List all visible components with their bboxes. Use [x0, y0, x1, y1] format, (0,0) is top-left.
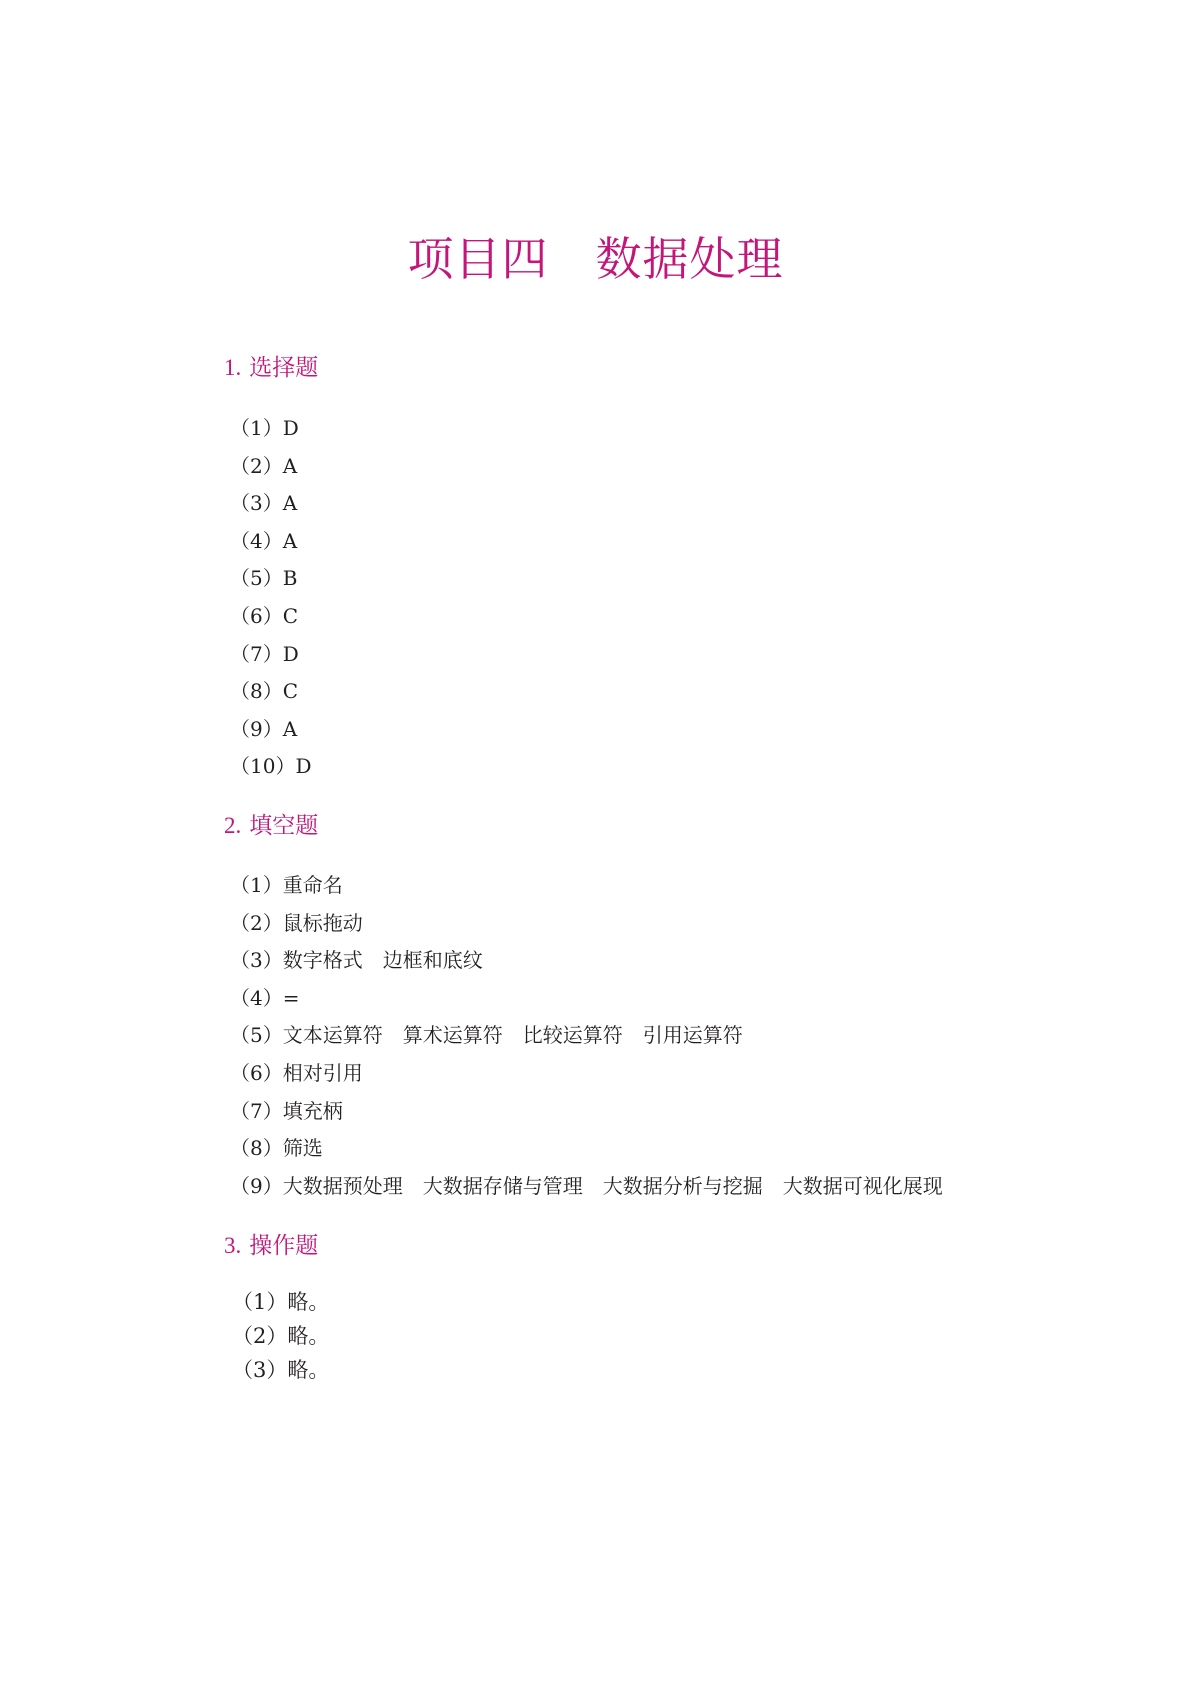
answer-item: （3）A: [230, 491, 298, 516]
section-number: 3.: [224, 1233, 242, 1258]
answer-item: （1）略。: [232, 1290, 330, 1314]
page-title: 项目四 数据处理: [407, 232, 784, 286]
answer-item: （9）大数据预处理 大数据存储与管理 大数据分析与挖掘 大数据可视化展现: [230, 1173, 943, 1198]
section-number: 2.: [224, 813, 242, 838]
answer-item: （7）填充柄: [230, 1098, 343, 1123]
answer-item: （8）C: [230, 679, 299, 704]
answer-item: （4）=: [230, 985, 300, 1010]
answer-item: （2）A: [230, 453, 298, 478]
answer-item: （10）D: [230, 754, 312, 779]
answer-item: （9）A: [230, 716, 298, 741]
section-heading-multiple-choice: [224, 352, 318, 384]
answer-item: （5）B: [230, 566, 298, 591]
answer-item: （7）D: [230, 641, 299, 666]
fill-in-blank-answers: [230, 867, 943, 1205]
answer-item: （3）数字格式 边框和底纹: [230, 948, 483, 973]
section-heading-fill-in-blank: [224, 810, 318, 842]
answer-item: （5）文本运算符 算术运算符 比较运算符 引用运算符: [230, 1023, 743, 1048]
multiple-choice-answers: [230, 410, 311, 786]
answer-item: （2）略。: [232, 1324, 330, 1348]
section-title: 操作题: [249, 1233, 319, 1259]
answer-item: （3）略。: [232, 1358, 330, 1382]
section-number: 1.: [224, 355, 242, 380]
section-heading-operations: [224, 1230, 318, 1262]
answer-item: （6）C: [230, 603, 299, 628]
section-title: 填空题: [249, 813, 319, 839]
answer-item: （1）重命名: [230, 873, 343, 897]
section-title: 选择题: [249, 355, 319, 381]
answer-item: （2）鼠标拖动: [230, 910, 363, 935]
answer-item: （1）D: [230, 416, 299, 440]
answer-item: （8）筛选: [230, 1136, 323, 1161]
operation-answers: [232, 1285, 329, 1387]
answer-item: （6）相对引用: [230, 1060, 363, 1085]
answer-item: （4）A: [230, 528, 298, 553]
